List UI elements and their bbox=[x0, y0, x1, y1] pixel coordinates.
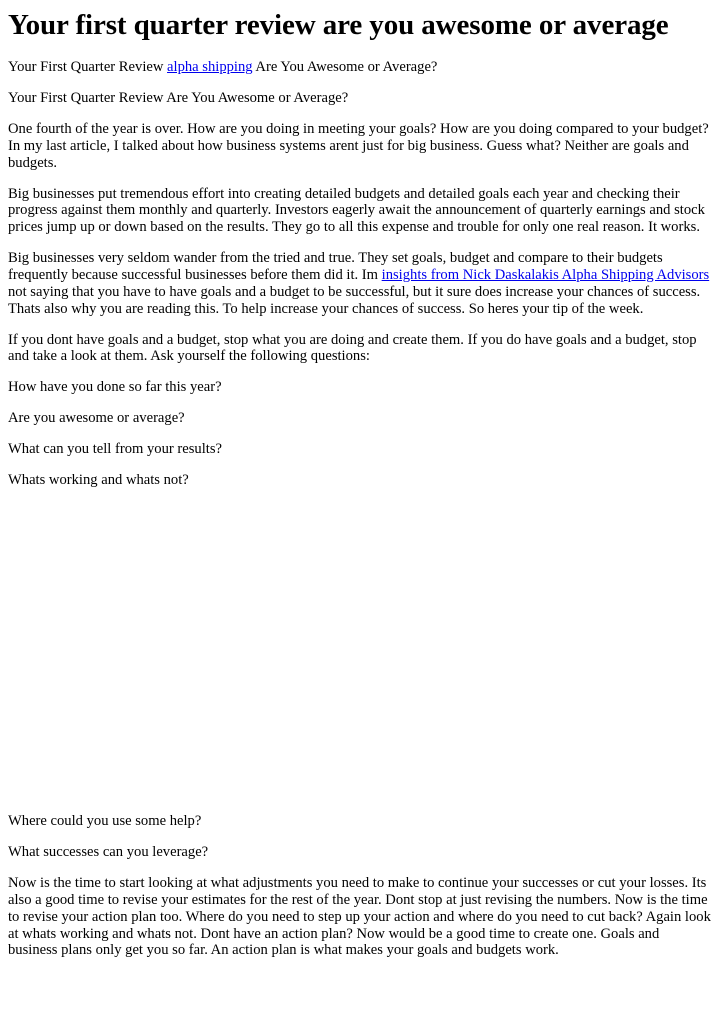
question-item: Whats working and whats not? bbox=[8, 472, 189, 489]
blank-space bbox=[8, 503, 712, 813]
document-page bbox=[0, 8, 720, 959]
paragraph-3 bbox=[8, 250, 712, 317]
intro-line bbox=[8, 59, 712, 76]
alpha-shipping-link[interactable]: alpha shipping bbox=[167, 59, 253, 75]
question-item: Are you awesome or average? bbox=[8, 410, 185, 427]
nick-daskalakis-link[interactable]: insights from Nick Daskalakis Alpha Shipping Advisors bbox=[381, 266, 710, 283]
question-item: Where could you use some help? bbox=[8, 813, 202, 830]
intro-text-after: Are You Awesome or Average? bbox=[252, 59, 438, 75]
question-item: What can you tell from your results? bbox=[8, 441, 222, 458]
question-item: What successes can you leverage? bbox=[8, 844, 209, 861]
paragraph-1: One fourth of the year is over. How are you doing in meeting your goals? How are you doing compared to your budget? In my last article, I talked about how business systems arent just for big business. Guess what? Neither are goals and budgets. bbox=[8, 120, 709, 171]
question-item: How have you done so far this year? bbox=[8, 379, 222, 396]
intro-text-before: Your First Quarter Review bbox=[8, 59, 168, 75]
paragraph-3-after: not saying that you have to have goals and a budget to be successful, but it sure does increase your chances of success. Thats also why you are reading this. To help increase your chances of success. So heres your tip of the week. bbox=[8, 283, 701, 317]
paragraph-3-before: Big businesses very seldom wander from the tried and true. They set goals, budget and compare to their budgets frequently because successful businesses before them did it. Im bbox=[8, 250, 663, 283]
paragraph-2: Big businesses put tremendous effort into creating detailed budgets and detailed goals each year and checking their progress against them monthly and quarterly. Investors eagerly await the announcement of quarterly earnings and stock prices jump up or down based on the results. They go to all this expense and trouble for only one real reason. It works. bbox=[8, 185, 705, 236]
paragraph-5: Now is the time to start looking at what adjustments you need to make to continue your successes or cut your losses. Its also a good time to revise your estimates for the rest of the year. Dont stop at just revising the numbers. Now is the time to revise your action plan too. Where do you need to step up your action and where do you need to cut back? Again look at whats working and whats not. Dont have an action plan? Now would be a good time to create one. Goals and business plans only get you so far. An action plan is what makes your goals and budgets work. bbox=[8, 875, 711, 959]
page-title: Your first quarter review are you awesome or average bbox=[8, 9, 669, 41]
subtitle: Your First Quarter Review Are You Awesome or Average? bbox=[8, 89, 349, 106]
paragraph-4: If you dont have goals and a budget, stop what you are doing and create them. If you do have goals and a budget, stop and take a look at them. Ask yourself the following questions: bbox=[8, 331, 697, 365]
